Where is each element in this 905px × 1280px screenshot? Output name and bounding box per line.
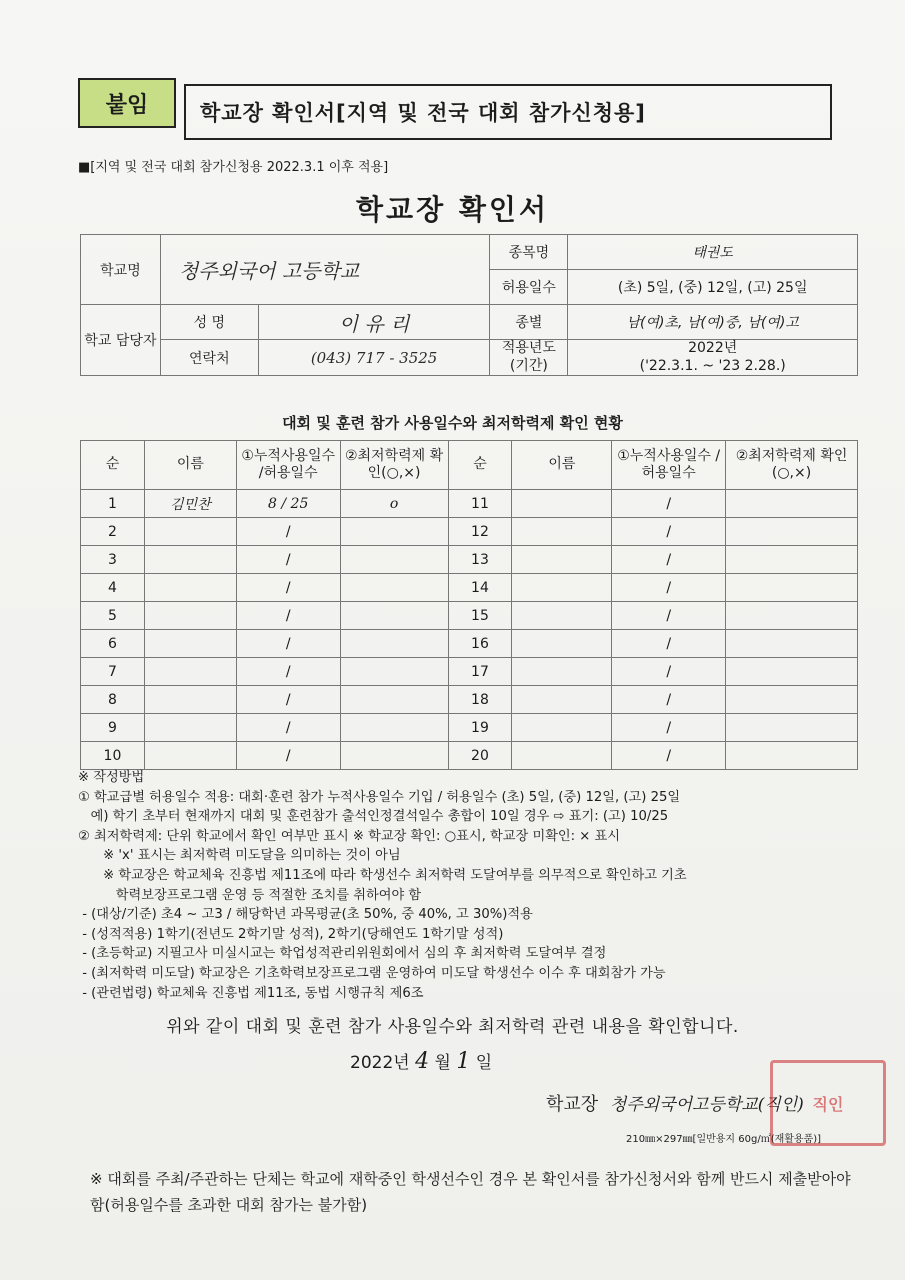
col-header-check: ②최저학력제 확인(○,×) xyxy=(726,441,858,490)
date-month: 4 xyxy=(415,1049,430,1074)
cell-no: 3 xyxy=(81,546,145,574)
cell-days: / xyxy=(612,630,726,658)
cell-no: 8 xyxy=(81,686,145,714)
cell-days: / xyxy=(612,742,726,770)
instruction-line: ② 최저학력제: 단위 학교에서 확인 여부만 표시 ※ 학교장 확인: ○표시, 학교장 미확인: × 표시 xyxy=(78,828,621,844)
cell-no: 13 xyxy=(448,546,512,574)
date-day-label: 일 xyxy=(475,1053,493,1073)
cell-days: / xyxy=(612,518,726,546)
principal-signature xyxy=(546,1090,804,1116)
allowed-days-value: (초) 5일, (중) 12일, (고) 25일 xyxy=(568,270,858,305)
cell-check xyxy=(340,686,448,714)
manager-label: 학교 담당자 xyxy=(81,305,161,376)
school-label: 학교명 xyxy=(81,235,161,305)
cell-check xyxy=(726,602,858,630)
col-header-days: ①누적사용일수 /허용일수 xyxy=(236,441,340,490)
cell-check xyxy=(726,742,858,770)
cell-name xyxy=(144,518,236,546)
instruction-line: - (초등학교) 지필고사 미실시교는 학업성적관리위원회에서 심의 후 최저학력 도달여부 결정 xyxy=(78,946,607,962)
instructions xyxy=(78,768,868,1003)
cell-name xyxy=(512,658,612,686)
gender-value: 남(여)초, 남(여)중, 남(여)고 xyxy=(568,305,858,340)
cell-name xyxy=(512,686,612,714)
col-header-no: 순 xyxy=(81,441,145,490)
cell-days: / xyxy=(612,490,726,518)
cell-check xyxy=(726,518,858,546)
cell-check xyxy=(340,602,448,630)
cell-check: o xyxy=(340,490,448,518)
cell-no: 18 xyxy=(448,686,512,714)
cell-check xyxy=(340,714,448,742)
sport-value: 태권도 xyxy=(568,235,858,270)
cell-days: / xyxy=(612,546,726,574)
attachment-badge: 붙임 xyxy=(78,78,176,128)
footer-note: ※ 대회를 주최/주관하는 단체는 학교에 재학중인 학생선수인 경우 본 확인서를 참가신청서와 함께 반드시 제출받아야 함(허용일수를 초과한 대회 참가는 불가함) xyxy=(90,1170,851,1214)
table-row xyxy=(81,742,858,770)
cell-days: / xyxy=(612,686,726,714)
cell-check xyxy=(726,490,858,518)
table-row xyxy=(81,574,858,602)
cell-name xyxy=(144,630,236,658)
table-header-row xyxy=(81,441,858,490)
col-header-check: ②최저학력제 확인(○,×) xyxy=(340,441,448,490)
applicability-note: ■[지역 및 전국 대회 참가신청용 2022.3.1 이후 적용] xyxy=(78,160,389,175)
table-row xyxy=(81,546,858,574)
cell-check xyxy=(726,574,858,602)
info-table xyxy=(80,234,858,376)
section-title: 대회 및 훈련 참가 사용일수와 최저학력제 확인 현황 xyxy=(282,414,623,432)
signature-date xyxy=(350,1048,492,1074)
cell-days: / xyxy=(612,658,726,686)
instruction-line: - (대상/기준) 초4 ~ 고3 / 해당학년 과목평균(초 50%, 중 40%, 고 30%)적용 xyxy=(78,907,533,923)
table-row xyxy=(81,602,858,630)
paper-spec: 210㎜×297㎜[일반용지 60g/㎡(재활용품)] xyxy=(626,1134,822,1145)
table-row xyxy=(81,658,858,686)
form-title: 학교장 확인서[지역 및 전국 대회 참가신청용] xyxy=(184,84,832,140)
cell-name xyxy=(144,546,236,574)
cell-no: 4 xyxy=(81,574,145,602)
cell-check xyxy=(726,630,858,658)
principal-label: 학교장 xyxy=(546,1094,599,1115)
cell-no: 15 xyxy=(448,602,512,630)
cell-name xyxy=(512,742,612,770)
year-value: 2022년 xyxy=(688,340,738,356)
instruction-line: ※ 작성방법 xyxy=(78,770,145,785)
cell-check xyxy=(726,658,858,686)
allowed-days-label: 허용일수 xyxy=(490,270,568,305)
cell-name xyxy=(144,602,236,630)
cell-check xyxy=(726,714,858,742)
cell-no: 1 xyxy=(81,490,145,518)
col-header-name: 이름 xyxy=(512,441,612,490)
cell-days: / xyxy=(236,714,340,742)
date-month-label: 월 xyxy=(434,1053,451,1073)
document-title: 학교장 확인서 xyxy=(355,193,550,226)
instruction-line: ※ 학교장은 학교체육 진흥법 제11조에 따라 학생선수 최저학력 도달여부를 의무적으로 확인하고 기초 xyxy=(78,867,687,883)
record-table xyxy=(80,440,858,770)
cell-no: 20 xyxy=(448,742,512,770)
col-header-name: 이름 xyxy=(144,441,236,490)
name-label: 성 명 xyxy=(160,305,258,340)
cell-days: / xyxy=(236,630,340,658)
cell-name xyxy=(512,546,612,574)
cell-days: 8 / 25 xyxy=(236,490,340,518)
table-row xyxy=(81,630,858,658)
cell-no: 16 xyxy=(448,630,512,658)
cell-check xyxy=(340,630,448,658)
cell-name xyxy=(144,742,236,770)
cell-name xyxy=(144,686,236,714)
cell-check xyxy=(340,546,448,574)
cell-no: 17 xyxy=(448,658,512,686)
cell-name xyxy=(144,658,236,686)
cell-days: / xyxy=(236,546,340,574)
cell-check xyxy=(726,686,858,714)
cell-name: 김민찬 xyxy=(144,490,236,518)
contact-value: (043) 717 - 3525 xyxy=(258,340,490,376)
school-value: 청주외국어 고등학교 xyxy=(160,235,490,305)
cell-no: 11 xyxy=(448,490,512,518)
table-row xyxy=(81,714,858,742)
cell-days: / xyxy=(236,742,340,770)
cell-no: 9 xyxy=(81,714,145,742)
cell-days: / xyxy=(236,574,340,602)
cell-no: 5 xyxy=(81,602,145,630)
instruction-line: ※ 'x' 표시는 최저학력 미도달을 의미하는 것이 아님 xyxy=(78,848,401,864)
cell-no: 19 xyxy=(448,714,512,742)
name-value: 이 유 리 xyxy=(258,305,490,340)
cell-no: 2 xyxy=(81,518,145,546)
cell-no: 7 xyxy=(81,658,145,686)
instruction-line: - (관련법령) 학교체육 진흥법 제11조, 동법 시행규칙 제6조 xyxy=(78,985,424,1001)
instruction-line: 학력보장프로그램 운영 등 적절한 조치를 취하여야 함 xyxy=(78,887,422,903)
cell-check xyxy=(340,518,448,546)
date-day: 1 xyxy=(456,1049,471,1074)
cell-check xyxy=(340,574,448,602)
cell-days: / xyxy=(236,658,340,686)
cell-no: 14 xyxy=(448,574,512,602)
cell-check xyxy=(340,742,448,770)
cell-name xyxy=(512,630,612,658)
cell-name xyxy=(144,714,236,742)
cell-days: / xyxy=(236,602,340,630)
instruction-line: - (성적적용) 1학기(전년도 2학기말 성적), 2학기(당해연도 1학기말 성적) xyxy=(78,926,504,942)
cell-days: / xyxy=(236,518,340,546)
instruction-line: - (최저학력 미도달) 학교장은 기초학력보장프로그램 운영하여 미도달 학생선수 이수 후 대회참가 가능 xyxy=(78,965,666,981)
cell-no: 12 xyxy=(448,518,512,546)
cell-name xyxy=(512,518,612,546)
cell-check xyxy=(726,546,858,574)
date-year: 2022년 xyxy=(350,1053,410,1073)
sport-label: 종목명 xyxy=(490,235,568,270)
cell-no: 10 xyxy=(81,742,145,770)
period-value: ('22.3.1. ~ '23 2.28.) xyxy=(639,357,786,374)
cell-name xyxy=(144,574,236,602)
cell-name xyxy=(512,574,612,602)
cell-check xyxy=(340,658,448,686)
instruction-line: ① 학교급별 허용일수 적용: 대회·훈련 참가 누적사용일수 기입 / 허용일수 (초) 5일, (중) 12일, (고) 25일 xyxy=(78,789,681,805)
cell-days: / xyxy=(612,714,726,742)
cell-days: / xyxy=(612,602,726,630)
cell-days: / xyxy=(612,574,726,602)
contact-label: 연락처 xyxy=(160,340,258,376)
year-label: 적용년도 (기간) xyxy=(490,340,568,376)
gender-label: 종별 xyxy=(490,305,568,340)
col-header-days: ①누적사용일수 /허용일수 xyxy=(612,441,726,490)
table-row xyxy=(81,518,858,546)
confirmation-statement: 위와 같이 대회 및 훈련 참가 사용일수와 최저학력 관련 내용을 확인합니다. xyxy=(166,1017,739,1037)
principal-value: 청주외국어고등학교(직인) xyxy=(609,1095,804,1115)
cell-name xyxy=(512,602,612,630)
cell-no: 6 xyxy=(81,630,145,658)
cell-name xyxy=(512,714,612,742)
col-header-no: 순 xyxy=(448,441,512,490)
table-row xyxy=(81,490,858,518)
instruction-line: 예) 학기 초부터 현재까지 대회 및 훈련참가 출석인정결석일수 총합이 10일 경우 ⇨ 표기: (고) 10/25 xyxy=(78,809,669,825)
official-seal: 직인 xyxy=(770,1060,886,1146)
cell-days: / xyxy=(236,686,340,714)
table-row xyxy=(81,686,858,714)
cell-name xyxy=(512,490,612,518)
